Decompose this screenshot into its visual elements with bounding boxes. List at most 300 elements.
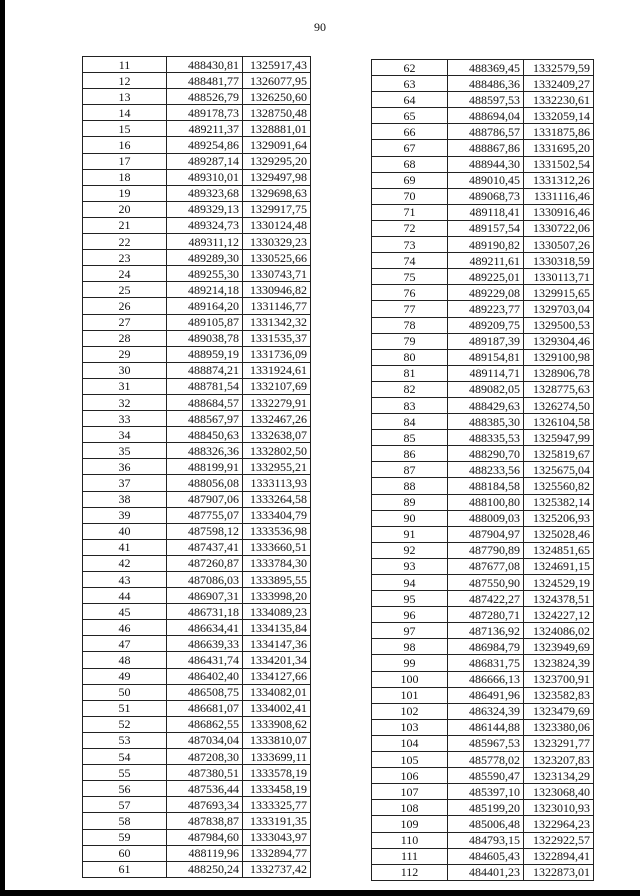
x-coordinate-cell: 489214,18 <box>167 282 243 298</box>
point-number-cell: 34 <box>83 427 167 443</box>
table-row <box>83 105 311 121</box>
table-row <box>372 172 594 188</box>
point-number-cell: 91 <box>372 526 448 542</box>
point-number-cell: 73 <box>372 237 448 253</box>
point-number-cell: 110 <box>372 832 448 848</box>
x-coordinate-cell: 489082,05 <box>448 381 524 397</box>
table-row <box>372 397 594 413</box>
point-number-cell: 33 <box>83 411 167 427</box>
point-number-cell: 45 <box>83 604 167 620</box>
x-coordinate-cell: 489324,73 <box>167 217 243 233</box>
table-row <box>372 575 594 591</box>
x-coordinate-cell: 485590,47 <box>448 768 524 784</box>
table-row <box>83 217 311 233</box>
point-number-cell: 67 <box>372 140 448 156</box>
point-number-cell: 49 <box>83 668 167 684</box>
y-coordinate-cell: 1332894,77 <box>243 845 311 861</box>
y-coordinate-cell: 1324378,51 <box>524 591 594 607</box>
point-number-cell: 19 <box>83 185 167 201</box>
y-coordinate-cell: 1333578,19 <box>243 765 311 781</box>
x-coordinate-cell: 488199,91 <box>167 459 243 475</box>
x-coordinate-cell: 488874,21 <box>167 362 243 378</box>
x-coordinate-cell: 487536,44 <box>167 781 243 797</box>
table-row <box>83 572 311 588</box>
y-coordinate-cell: 1325382,14 <box>524 494 594 510</box>
x-coordinate-cell: 489211,37 <box>167 121 243 137</box>
table-row <box>372 864 594 880</box>
x-coordinate-cell: 488100,80 <box>448 494 524 510</box>
table-row <box>372 140 594 156</box>
point-number-cell: 93 <box>372 558 448 574</box>
x-coordinate-cell: 487280,71 <box>448 607 524 623</box>
x-coordinate-cell: 487437,41 <box>167 539 243 555</box>
point-number-cell: 95 <box>372 591 448 607</box>
point-number-cell: 100 <box>372 671 448 687</box>
point-number-cell: 98 <box>372 639 448 655</box>
point-number-cell: 43 <box>83 572 167 588</box>
table-row <box>372 639 594 655</box>
x-coordinate-cell: 486491,96 <box>448 687 524 703</box>
point-number-cell: 44 <box>83 588 167 604</box>
y-coordinate-cell: 1331342,32 <box>243 314 311 330</box>
y-coordinate-cell: 1330124,48 <box>243 217 311 233</box>
table-row <box>372 832 594 848</box>
point-number-cell: 55 <box>83 765 167 781</box>
point-number-cell: 97 <box>372 623 448 639</box>
y-coordinate-cell: 1329091,64 <box>243 137 311 153</box>
y-coordinate-cell: 1332802,50 <box>243 443 311 459</box>
x-coordinate-cell: 487260,87 <box>167 555 243 571</box>
point-number-cell: 111 <box>372 848 448 864</box>
table-row <box>83 427 311 443</box>
y-coordinate-cell: 1323068,40 <box>524 784 594 800</box>
point-number-cell: 41 <box>83 539 167 555</box>
y-coordinate-cell: 1329497,98 <box>243 169 311 185</box>
point-number-cell: 70 <box>372 188 448 204</box>
table-row <box>83 588 311 604</box>
y-coordinate-cell: 1323824,39 <box>524 655 594 671</box>
x-coordinate-cell: 489038,78 <box>167 330 243 346</box>
point-number-cell: 94 <box>372 575 448 591</box>
x-coordinate-cell: 487677,08 <box>448 558 524 574</box>
y-coordinate-cell: 1324227,12 <box>524 607 594 623</box>
x-coordinate-cell: 488335,53 <box>448 430 524 446</box>
table-row <box>83 57 311 73</box>
point-number-cell: 105 <box>372 752 448 768</box>
y-coordinate-cell: 1323291,77 <box>524 735 594 751</box>
x-coordinate-cell: 488944,30 <box>448 156 524 172</box>
table-row <box>83 394 311 410</box>
table-row <box>83 507 311 523</box>
x-coordinate-cell: 484793,15 <box>448 832 524 848</box>
x-coordinate-cell: 485778,02 <box>448 752 524 768</box>
y-coordinate-cell: 1323479,69 <box>524 703 594 719</box>
table-row <box>83 459 311 475</box>
table-row <box>83 813 311 829</box>
x-coordinate-cell: 489289,30 <box>167 250 243 266</box>
y-coordinate-cell: 1334089,23 <box>243 604 311 620</box>
y-coordinate-cell: 1334127,66 <box>243 668 311 684</box>
y-coordinate-cell: 1333264,58 <box>243 491 311 507</box>
table-row <box>83 137 311 153</box>
table-row <box>83 716 311 732</box>
table-row <box>83 668 311 684</box>
point-number-cell: 104 <box>372 735 448 751</box>
y-coordinate-cell: 1323949,69 <box>524 639 594 655</box>
y-coordinate-cell: 1331695,20 <box>524 140 594 156</box>
table-row <box>372 108 594 124</box>
table-row <box>83 250 311 266</box>
table-row <box>372 462 594 478</box>
table-row <box>372 269 594 285</box>
x-coordinate-cell: 488250,24 <box>167 861 243 877</box>
y-coordinate-cell: 1325206,93 <box>524 510 594 526</box>
table-row <box>372 655 594 671</box>
table-row <box>83 523 311 539</box>
x-coordinate-cell: 487790,89 <box>448 542 524 558</box>
x-coordinate-cell: 487380,51 <box>167 765 243 781</box>
y-coordinate-cell: 1334135,84 <box>243 620 311 636</box>
point-number-cell: 36 <box>83 459 167 475</box>
x-coordinate-cell: 486402,40 <box>167 668 243 684</box>
point-number-cell: 39 <box>83 507 167 523</box>
point-number-cell: 13 <box>83 89 167 105</box>
y-coordinate-cell: 1329698,63 <box>243 185 311 201</box>
table-row <box>372 76 594 92</box>
x-coordinate-cell: 488430,81 <box>167 57 243 73</box>
point-number-cell: 56 <box>83 781 167 797</box>
point-number-cell: 11 <box>83 57 167 73</box>
table-row <box>83 797 311 813</box>
y-coordinate-cell: 1325947,99 <box>524 430 594 446</box>
point-number-cell: 29 <box>83 346 167 362</box>
point-number-cell: 109 <box>372 816 448 832</box>
point-number-cell: 112 <box>372 864 448 880</box>
y-coordinate-cell: 1331535,37 <box>243 330 311 346</box>
table-row <box>83 121 311 137</box>
x-coordinate-cell: 487693,34 <box>167 797 243 813</box>
x-coordinate-cell: 487838,87 <box>167 813 243 829</box>
point-number-cell: 31 <box>83 378 167 394</box>
point-number-cell: 16 <box>83 137 167 153</box>
x-coordinate-cell: 484401,23 <box>448 864 524 880</box>
x-coordinate-cell: 488119,96 <box>167 845 243 861</box>
y-coordinate-cell: 1332409,27 <box>524 76 594 92</box>
point-number-cell: 66 <box>372 124 448 140</box>
point-number-cell: 102 <box>372 703 448 719</box>
y-coordinate-cell: 1330329,23 <box>243 234 311 250</box>
y-coordinate-cell: 1329915,65 <box>524 285 594 301</box>
y-coordinate-cell: 1331312,26 <box>524 172 594 188</box>
x-coordinate-cell: 489190,82 <box>448 237 524 253</box>
table-row <box>372 752 594 768</box>
table-row <box>83 89 311 105</box>
y-coordinate-cell: 1326077,95 <box>243 73 311 89</box>
table-row <box>83 845 311 861</box>
point-number-cell: 32 <box>83 394 167 410</box>
table-row <box>372 237 594 253</box>
table-row <box>83 765 311 781</box>
point-number-cell: 28 <box>83 330 167 346</box>
x-coordinate-cell: 485006,48 <box>448 816 524 832</box>
y-coordinate-cell: 1325917,43 <box>243 57 311 73</box>
x-coordinate-cell: 486666,13 <box>448 671 524 687</box>
point-number-cell: 37 <box>83 475 167 491</box>
table-row <box>83 378 311 394</box>
table-row <box>372 542 594 558</box>
point-number-cell: 63 <box>372 76 448 92</box>
point-number-cell: 106 <box>372 768 448 784</box>
x-coordinate-cell: 484605,43 <box>448 848 524 864</box>
x-coordinate-cell: 486639,33 <box>167 636 243 652</box>
table-row <box>83 330 311 346</box>
table-row <box>372 768 594 784</box>
y-coordinate-cell: 1333113,93 <box>243 475 311 491</box>
table-row <box>83 362 311 378</box>
point-number-cell: 75 <box>372 269 448 285</box>
point-number-cell: 24 <box>83 266 167 282</box>
x-coordinate-cell: 486907,31 <box>167 588 243 604</box>
x-coordinate-cell: 486862,55 <box>167 716 243 732</box>
table-row <box>83 169 311 185</box>
point-number-cell: 57 <box>83 797 167 813</box>
y-coordinate-cell: 1325560,82 <box>524 478 594 494</box>
coordinates-table-left <box>82 56 311 878</box>
table-row <box>372 607 594 623</box>
point-number-cell: 46 <box>83 620 167 636</box>
point-number-cell: 22 <box>83 234 167 250</box>
table-row <box>372 317 594 333</box>
point-number-cell: 64 <box>372 92 448 108</box>
x-coordinate-cell: 489010,45 <box>448 172 524 188</box>
x-coordinate-cell: 489255,30 <box>167 266 243 282</box>
point-number-cell: 23 <box>83 250 167 266</box>
table-row <box>83 234 311 250</box>
x-coordinate-cell: 488450,63 <box>167 427 243 443</box>
table-row <box>83 749 311 765</box>
y-coordinate-cell: 1323380,06 <box>524 719 594 735</box>
point-number-cell: 74 <box>372 253 448 269</box>
point-number-cell: 85 <box>372 430 448 446</box>
y-coordinate-cell: 1324691,15 <box>524 558 594 574</box>
x-coordinate-cell: 489323,68 <box>167 185 243 201</box>
point-number-cell: 86 <box>372 446 448 462</box>
table-row <box>83 411 311 427</box>
y-coordinate-cell: 1332230,61 <box>524 92 594 108</box>
point-number-cell: 54 <box>83 749 167 765</box>
point-number-cell: 61 <box>83 861 167 877</box>
y-coordinate-cell: 1322873,01 <box>524 864 594 880</box>
point-number-cell: 83 <box>372 397 448 413</box>
x-coordinate-cell: 487086,03 <box>167 572 243 588</box>
y-coordinate-cell: 1333660,51 <box>243 539 311 555</box>
page-number: 90 <box>314 20 326 34</box>
x-coordinate-cell: 486634,41 <box>167 620 243 636</box>
table-row <box>372 558 594 574</box>
table-row <box>372 848 594 864</box>
table-row <box>372 285 594 301</box>
y-coordinate-cell: 1332059,14 <box>524 108 594 124</box>
table-row <box>372 478 594 494</box>
point-number-cell: 40 <box>83 523 167 539</box>
x-coordinate-cell: 486508,75 <box>167 684 243 700</box>
y-coordinate-cell: 1334002,41 <box>243 700 311 716</box>
x-coordinate-cell: 488326,36 <box>167 443 243 459</box>
table-row <box>372 591 594 607</box>
y-coordinate-cell: 1333908,62 <box>243 716 311 732</box>
point-number-cell: 52 <box>83 716 167 732</box>
table-row <box>83 620 311 636</box>
x-coordinate-cell: 488290,70 <box>448 446 524 462</box>
point-number-cell: 69 <box>372 172 448 188</box>
y-coordinate-cell: 1322964,23 <box>524 816 594 832</box>
x-coordinate-cell: 488567,97 <box>167 411 243 427</box>
y-coordinate-cell: 1330743,71 <box>243 266 311 282</box>
table-row <box>372 349 594 365</box>
x-coordinate-cell: 488481,77 <box>167 73 243 89</box>
x-coordinate-cell: 488959,19 <box>167 346 243 362</box>
x-coordinate-cell: 488056,08 <box>167 475 243 491</box>
point-number-cell: 108 <box>372 800 448 816</box>
y-coordinate-cell: 1329917,75 <box>243 201 311 217</box>
x-coordinate-cell: 485967,53 <box>448 735 524 751</box>
point-number-cell: 18 <box>83 169 167 185</box>
x-coordinate-cell: 489254,86 <box>167 137 243 153</box>
y-coordinate-cell: 1325028,46 <box>524 526 594 542</box>
scan-edge-left <box>0 0 5 896</box>
y-coordinate-cell: 1325675,04 <box>524 462 594 478</box>
x-coordinate-cell: 486324,39 <box>448 703 524 719</box>
point-number-cell: 27 <box>83 314 167 330</box>
x-coordinate-cell: 488867,86 <box>448 140 524 156</box>
x-coordinate-cell: 487904,97 <box>448 526 524 542</box>
y-coordinate-cell: 1330722,06 <box>524 220 594 236</box>
point-number-cell: 65 <box>372 108 448 124</box>
point-number-cell: 14 <box>83 105 167 121</box>
x-coordinate-cell: 486431,74 <box>167 652 243 668</box>
y-coordinate-cell: 1324851,65 <box>524 542 594 558</box>
y-coordinate-cell: 1323207,83 <box>524 752 594 768</box>
point-number-cell: 72 <box>372 220 448 236</box>
x-coordinate-cell: 486984,79 <box>448 639 524 655</box>
point-number-cell: 51 <box>83 700 167 716</box>
table-row <box>83 153 311 169</box>
x-coordinate-cell: 488684,57 <box>167 394 243 410</box>
point-number-cell: 101 <box>372 687 448 703</box>
point-number-cell: 17 <box>83 153 167 169</box>
point-number-cell: 87 <box>372 462 448 478</box>
y-coordinate-cell: 1323700,91 <box>524 671 594 687</box>
table-row <box>83 314 311 330</box>
table-row <box>372 253 594 269</box>
y-coordinate-cell: 1332638,07 <box>243 427 311 443</box>
table-row <box>83 346 311 362</box>
y-coordinate-cell: 1333404,79 <box>243 507 311 523</box>
y-coordinate-cell: 1333998,20 <box>243 588 311 604</box>
table-row <box>83 282 311 298</box>
point-number-cell: 92 <box>372 542 448 558</box>
x-coordinate-cell: 489164,20 <box>167 298 243 314</box>
y-coordinate-cell: 1332467,26 <box>243 411 311 427</box>
table-row <box>372 735 594 751</box>
y-coordinate-cell: 1333043,97 <box>243 829 311 845</box>
table-row <box>372 719 594 735</box>
x-coordinate-cell: 487034,04 <box>167 732 243 748</box>
x-coordinate-cell: 489209,75 <box>448 317 524 333</box>
x-coordinate-cell: 489157,54 <box>448 220 524 236</box>
x-coordinate-cell: 485199,20 <box>448 800 524 816</box>
y-coordinate-cell: 1333895,55 <box>243 572 311 588</box>
y-coordinate-cell: 1330507,26 <box>524 237 594 253</box>
point-number-cell: 58 <box>83 813 167 829</box>
point-number-cell: 90 <box>372 510 448 526</box>
table-row <box>372 92 594 108</box>
y-coordinate-cell: 1333325,77 <box>243 797 311 813</box>
point-number-cell: 62 <box>372 60 448 76</box>
x-coordinate-cell: 487907,06 <box>167 491 243 507</box>
point-number-cell: 25 <box>83 282 167 298</box>
table-row <box>83 73 311 89</box>
table-row <box>372 671 594 687</box>
table-row <box>372 204 594 220</box>
point-number-cell: 60 <box>83 845 167 861</box>
table-row <box>83 491 311 507</box>
y-coordinate-cell: 1326274,50 <box>524 397 594 413</box>
y-coordinate-cell: 1332279,91 <box>243 394 311 410</box>
x-coordinate-cell: 489225,01 <box>448 269 524 285</box>
y-coordinate-cell: 1329500,53 <box>524 317 594 333</box>
table-row <box>372 381 594 397</box>
table-row <box>372 188 594 204</box>
table-row <box>372 687 594 703</box>
x-coordinate-cell: 489287,14 <box>167 153 243 169</box>
table-row <box>372 124 594 140</box>
point-number-cell: 82 <box>372 381 448 397</box>
table-row <box>372 430 594 446</box>
y-coordinate-cell: 1332737,42 <box>243 861 311 877</box>
x-coordinate-cell: 488429,63 <box>448 397 524 413</box>
point-number-cell: 38 <box>83 491 167 507</box>
point-number-cell: 84 <box>372 414 448 430</box>
table-row <box>372 703 594 719</box>
point-number-cell: 48 <box>83 652 167 668</box>
x-coordinate-cell: 487984,60 <box>167 829 243 845</box>
y-coordinate-cell: 1328881,01 <box>243 121 311 137</box>
y-coordinate-cell: 1332107,69 <box>243 378 311 394</box>
point-number-cell: 47 <box>83 636 167 652</box>
x-coordinate-cell: 487208,30 <box>167 749 243 765</box>
point-number-cell: 26 <box>83 298 167 314</box>
table-row <box>83 636 311 652</box>
point-number-cell: 107 <box>372 784 448 800</box>
y-coordinate-cell: 1331502,54 <box>524 156 594 172</box>
x-coordinate-cell: 485397,10 <box>448 784 524 800</box>
y-coordinate-cell: 1328906,78 <box>524 365 594 381</box>
x-coordinate-cell: 486731,18 <box>167 604 243 620</box>
table-row <box>83 475 311 491</box>
x-coordinate-cell: 489114,71 <box>448 365 524 381</box>
point-number-cell: 79 <box>372 333 448 349</box>
y-coordinate-cell: 1329304,46 <box>524 333 594 349</box>
y-coordinate-cell: 1325819,67 <box>524 446 594 462</box>
y-coordinate-cell: 1334147,36 <box>243 636 311 652</box>
x-coordinate-cell: 487136,92 <box>448 623 524 639</box>
x-coordinate-cell: 489178,73 <box>167 105 243 121</box>
x-coordinate-cell: 489187,39 <box>448 333 524 349</box>
y-coordinate-cell: 1330946,82 <box>243 282 311 298</box>
y-coordinate-cell: 1329295,20 <box>243 153 311 169</box>
point-number-cell: 35 <box>83 443 167 459</box>
